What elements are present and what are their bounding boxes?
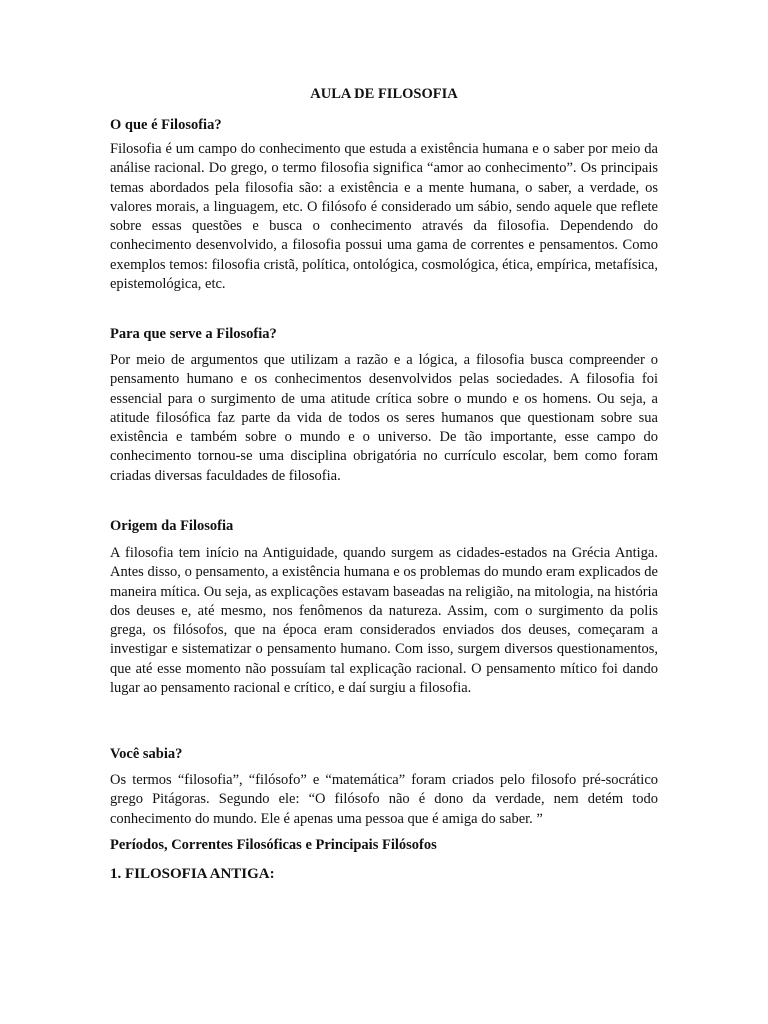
section-body-what-is-philosophy: Filosofia é um campo do conhecimento que estuda a existência humana e o saber por meio da análise racional. Do grego, o termo filosofia significa “amor ao conhecimento”. Os principais temas abordados pela filosofia são: a existência e a mente humana, o saber, a verdade, os valores morais, a linguagem, etc. O filósofo é considerado um sábio, sendo aquele que reflete sobre essas questões e busca o conhecimento através da filosofia. Dependendo do conhecimento desenvolvido, a filosofia possui uma gama de correntes e pensamentos. Como exemplos temos: filosofia cristã, política, ontológica, cosmológica, ética, empírica, metafísica, epistemológica, etc.: [110, 141, 658, 293]
section-heading-did-you-know: Você sabia?: [110, 746, 183, 762]
periods-heading: Períodos, Correntes Filosóficas e Principais Filósofos: [110, 837, 437, 853]
section-body-origin: A filosofia tem início na Antiguidade, quando surgem as cidades-estados na Grécia Antiga. Antes disso, o pensamento, a existência humana e os problemas do mundo eram explicados de maneira mítica. Ou seja, as explicações estavam baseadas na religião, na mitologia, na história dos deuses e, até mesmo, nos fenômenos da natureza. Assim, com o surgimento da polis grega, os filósofos, que na época eram considerados enviados dos deuses, começaram a investigar e sistematizar o pensamento humano. Com isso, surgem diversos questionamentos, que até esse momento não possuíam tal explicação racional. O pensamento mítico foi dando lugar ao pensamento racional e crítico, e daí surgiu a filosofia.: [110, 545, 658, 697]
ancient-philosophy-heading: 1. FILOSOFIA ANTIGA:: [110, 866, 275, 882]
section-heading-what-for: Para que serve a Filosofia?: [110, 326, 277, 342]
section-heading-what-is-philosophy: O que é Filosofia?: [110, 117, 222, 133]
section-body-what-for: Por meio de argumentos que utilizam a razão e a lógica, a filosofia busca compreender o pensamento humano e os conhecimentos desenvolvidos pelas sociedades. A filosofia foi essencial para o surgimento de uma atitude crítica sobre o mundo e os homens. Ou seja, a atitude filosófica faz parte da vida de todos os seres humanos que questionam sobre sua existência e também sobre o mundo e o universo. De tão importante, esse campo do conhecimento tornou-se uma disciplina obrigatória no currículo escolar, bem como foram criadas diversas faculdades de filosofia.: [110, 352, 658, 484]
section-heading-origin: Origem da Filosofia: [110, 518, 234, 534]
section-body-did-you-know: Os termos “filosofia”, “filósofo” e “matemática” foram criados pelo filosofo pré-socrático grego Pitágoras. Segundo ele: “O filósofo não é dono da verdade, nem detém todo conhecimento do mundo. Ele é apenas uma pessoa que é amiga do saber. ”: [110, 772, 658, 827]
document-title: AULA DE FILOSOFIA: [310, 86, 458, 102]
